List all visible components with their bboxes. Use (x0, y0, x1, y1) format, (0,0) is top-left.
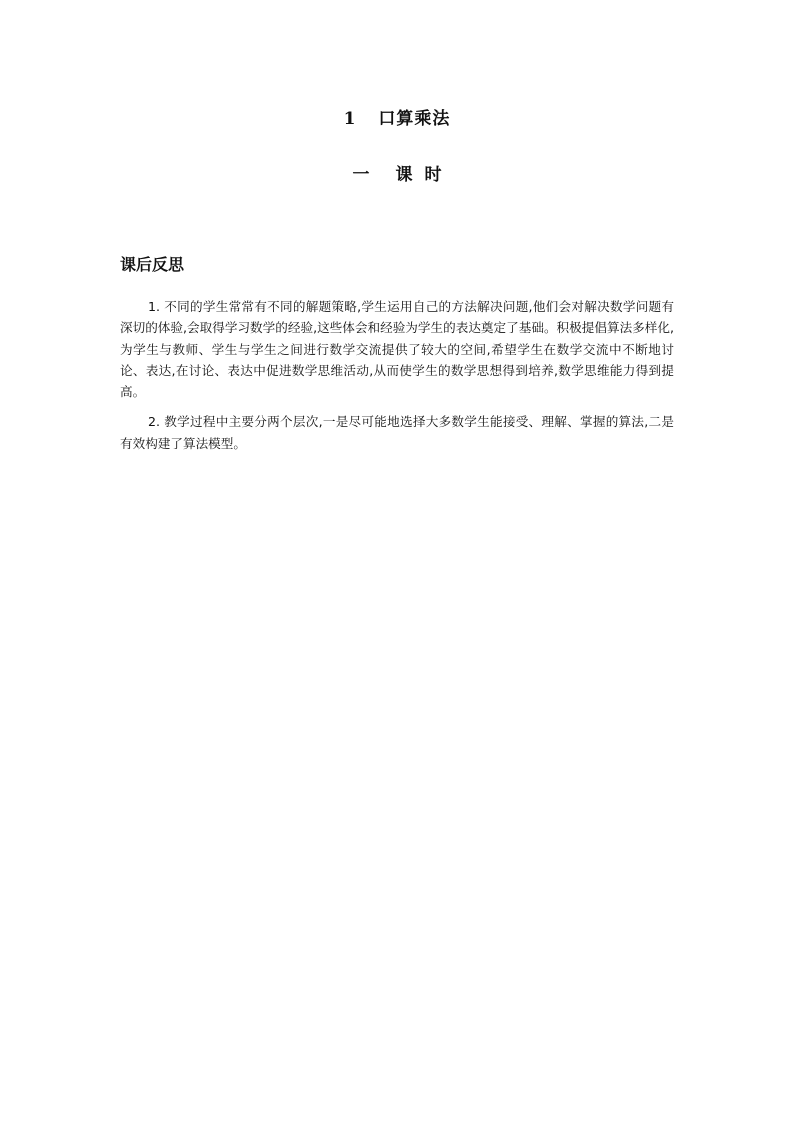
paragraph-2: 2. 教学过程中主要分两个层次,一是尽可能地选择大多数学生能接受、理解、掌握的算法,二是有效构建了算法模型。 (120, 414, 674, 451)
lesson-ordinal: 一 (352, 165, 370, 185)
lesson-title (0, 160, 794, 185)
chapter-name: 口算乘法 (378, 109, 451, 129)
chapter-number: 1 (343, 109, 357, 129)
paragraph-1: 1. 不同的学生常常有不同的解题策略,学生运用自己的方法解决问题,他们会对解决数学问题有深切的体验,会取得学习数学的经验,这些体会和经验为学生的表达奠定了基础。积极提倡算法多样化,为学生与教师、学生与学生之间进行数学交流提供了较大的空间,希望学生在数学交流中不断地讨论、表达,在讨论、表达中促进数学思维活动,从而使学生的数学思想得到培养,数学思维能力得到提高。 (120, 299, 674, 400)
reflection-body (120, 296, 674, 463)
section-heading: 课后反思 (120, 255, 185, 274)
chapter-title (0, 104, 794, 129)
lesson-char-1: 课 (395, 165, 413, 185)
lesson-char-2: 时 (424, 165, 442, 185)
